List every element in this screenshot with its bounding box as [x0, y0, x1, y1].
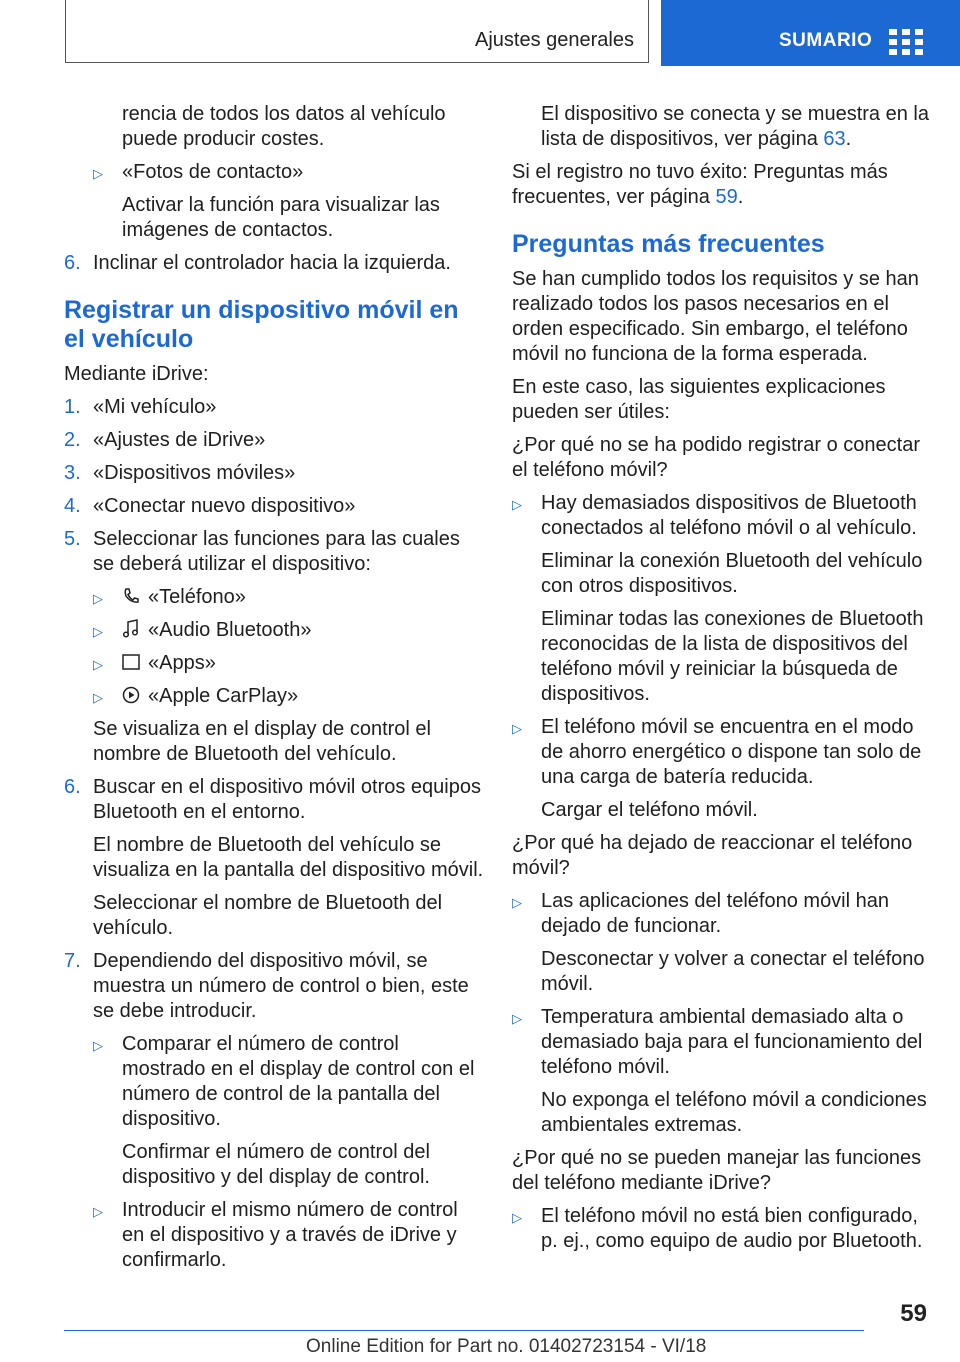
list-item [93, 1032, 484, 1132]
function-label: «Apps» [148, 652, 216, 674]
section-title: Ajustes generales [475, 29, 634, 51]
step-number: 5. [64, 528, 81, 550]
step-text: «Conectar nuevo dispositivo» [93, 495, 356, 517]
triangle-bullet-icon: ▷ [512, 895, 522, 910]
step-note: Se visualiza en el display de control el nombre de Bluetooth del vehículo. [93, 718, 431, 765]
function-label: «Audio Bluetooth» [148, 619, 312, 641]
triangle-bullet-icon: ▷ [93, 1204, 103, 1219]
right-column [512, 102, 932, 1262]
bullet-desc: Confirmar el número de control del dispositivo y del display de control. [122, 1141, 430, 1188]
list-item [64, 494, 484, 519]
paragraph: Se han cumplido todos los requisitos y se han realizado todos los pasos necesarios en el orden especificado. Sin embargo, el teléfono móvil no funciona de la forma esperada. [512, 268, 919, 365]
question: ¿Por qué no se ha podido registrar o conectar el teléfono móvil? [512, 434, 921, 481]
bullet-text: El teléfono móvil no está bien configurado, p. ej., como equipo de audio por Bluetooth. [541, 1205, 923, 1252]
list-item [64, 527, 484, 577]
triangle-bullet-icon: ▷ [512, 1011, 522, 1026]
step-number: 1. [64, 396, 81, 418]
carplay-play-icon [122, 685, 140, 705]
list-item [64, 461, 484, 486]
bullet-text: Temperatura ambiental demasiado alta o demasiado baja para el funcionamiento del teléfono móvil. [541, 1006, 923, 1078]
list-item [64, 775, 484, 825]
continued-sentence: El dispositivo se conecta y se muestra en la lista de dispositivos, ver página [541, 103, 929, 150]
failure-note: Si el registro no tuvo éxito: Preguntas más frecuentes, ver página 59. [512, 161, 888, 208]
triangle-bullet-icon: ▷ [512, 1210, 522, 1225]
list-item [93, 651, 484, 676]
step-text: «Dispositivos móviles» [93, 462, 296, 484]
section-heading: Preguntas más frecuentes [512, 230, 825, 258]
step-note: Seleccionar el nombre de Bluetooth del vehículo. [93, 892, 443, 939]
bullet-desc: Desconectar y volver a conectar el teléfono móvil. [541, 948, 925, 995]
list-item [93, 160, 484, 185]
apps-square-icon [122, 652, 140, 672]
page-number: 59 [900, 1300, 927, 1327]
step-number: 6. [64, 252, 81, 274]
bullet-text: Comparar el número de control mostrado en el display de control con el número de control de la pantalla del dispositivo. [122, 1033, 475, 1130]
bullet-text: Hay demasiados dispositivos de Bluetooth conectados al teléfono móvil o al vehículo. [541, 492, 917, 539]
sumario-button[interactable] [661, 0, 960, 66]
triangle-bullet-icon: ▷ [93, 690, 103, 705]
intro-text: Mediante iDrive: [64, 363, 209, 385]
bullet-desc: Eliminar todas las conexiones de Bluetooth reconocidas de la lista de dispositivos del teléfono móvil y reiniciar la búsqueda de dispositivos. [541, 608, 924, 705]
list-item [64, 395, 484, 420]
list-item [64, 428, 484, 453]
page-link-59[interactable]: 59 [715, 186, 738, 208]
question: ¿Por qué no se pueden manejar las funciones del teléfono mediante iDrive? [512, 1147, 922, 1194]
step-note: El nombre de Bluetooth del vehículo se visualiza en la pantalla del dispositivo móvil. [93, 834, 484, 881]
bullet-text: Las aplicaciones del teléfono móvil han dejado de funcionar. [541, 890, 889, 937]
step-text: «Ajustes de iDrive» [93, 429, 266, 451]
list-item [93, 684, 484, 709]
question: ¿Por qué ha dejado de reaccionar el teléfono móvil? [512, 832, 913, 879]
bullet-text: Introducir el mismo número de control en el dispositivo y a través de iDrive y confirmarlo. [122, 1199, 458, 1271]
triangle-bullet-icon: ▷ [93, 624, 103, 639]
list-item [512, 491, 932, 541]
function-label: «Apple CarPlay» [148, 685, 299, 707]
step-number: 6. [64, 776, 81, 798]
step-text: Inclinar el controlador hacia la izquierda. [93, 252, 451, 274]
step-text: «Mi vehículo» [93, 396, 217, 418]
bullet-desc: Cargar el teléfono móvil. [541, 799, 758, 821]
list-item [512, 715, 932, 790]
section-tab [65, 0, 649, 63]
continued-text: El dispositivo se conecta y se muestra en la lista de dispositivos, ver página 63. [541, 103, 929, 150]
triangle-bullet-icon: ▷ [93, 166, 103, 181]
function-label: «Teléfono» [148, 586, 246, 608]
step-text: Seleccionar las funciones para las cuales se deberá utilizar el dispositivo: [93, 528, 460, 575]
footer-divider [64, 1330, 864, 1331]
sumario-label: SUMARIO [779, 30, 873, 51]
continued-text: rencia de todos los datos al vehículo puede producir costes. [122, 103, 446, 150]
failure-sentence: Si el registro no tuvo éxito: Preguntas más frecuentes, ver página [512, 161, 888, 208]
step-number: 7. [64, 950, 81, 972]
triangle-bullet-icon: ▷ [512, 497, 522, 512]
phone-icon [122, 586, 140, 606]
step-number: 2. [64, 429, 81, 451]
paragraph: En este caso, las siguientes explicaciones pueden ser útiles: [512, 376, 886, 423]
left-column [64, 102, 484, 1281]
list-item [512, 1204, 932, 1254]
bullet-desc: Activar la función para visualizar las imágenes de contactos. [122, 194, 440, 241]
list-item [512, 889, 932, 939]
list-item [512, 1005, 932, 1080]
triangle-bullet-icon: ▷ [93, 591, 103, 606]
bullet-text: El teléfono móvil se encuentra en el modo de ahorro energético o dispone tan solo de una carga de batería reducida. [541, 716, 922, 788]
step-number: 3. [64, 462, 81, 484]
step-number: 4. [64, 495, 81, 517]
list-item [64, 949, 484, 1024]
page-link-63[interactable]: 63 [823, 128, 846, 150]
bullet-desc: No exponga el teléfono móvil a condiciones ambientales extremas. [541, 1089, 927, 1136]
bullet-desc: Eliminar la conexión Bluetooth del vehículo con otros dispositivos. [541, 550, 923, 597]
step-text: Dependiendo del dispositivo móvil, se muestra un número de control o bien, este se debe introducir. [93, 950, 469, 1022]
music-note-icon [122, 619, 140, 639]
list-item [93, 1198, 484, 1273]
triangle-bullet-icon: ▷ [93, 1038, 103, 1053]
list-item [93, 618, 484, 643]
section-heading: Registrar un dispositivo móvil en el vehículo [64, 296, 459, 353]
triangle-bullet-icon: ▷ [93, 657, 103, 672]
edition-text: Online Edition for Part no. 01402723154 - VI/18 [306, 1336, 707, 1357]
list-item [64, 251, 484, 276]
list-item [93, 585, 484, 610]
step-text: Buscar en el dispositivo móvil otros equipos Bluetooth en el entorno. [93, 776, 481, 823]
grid-icon [889, 29, 923, 55]
bullet-text: «Fotos de contacto» [122, 161, 304, 183]
page-header [0, 0, 960, 66]
triangle-bullet-icon: ▷ [512, 721, 522, 736]
